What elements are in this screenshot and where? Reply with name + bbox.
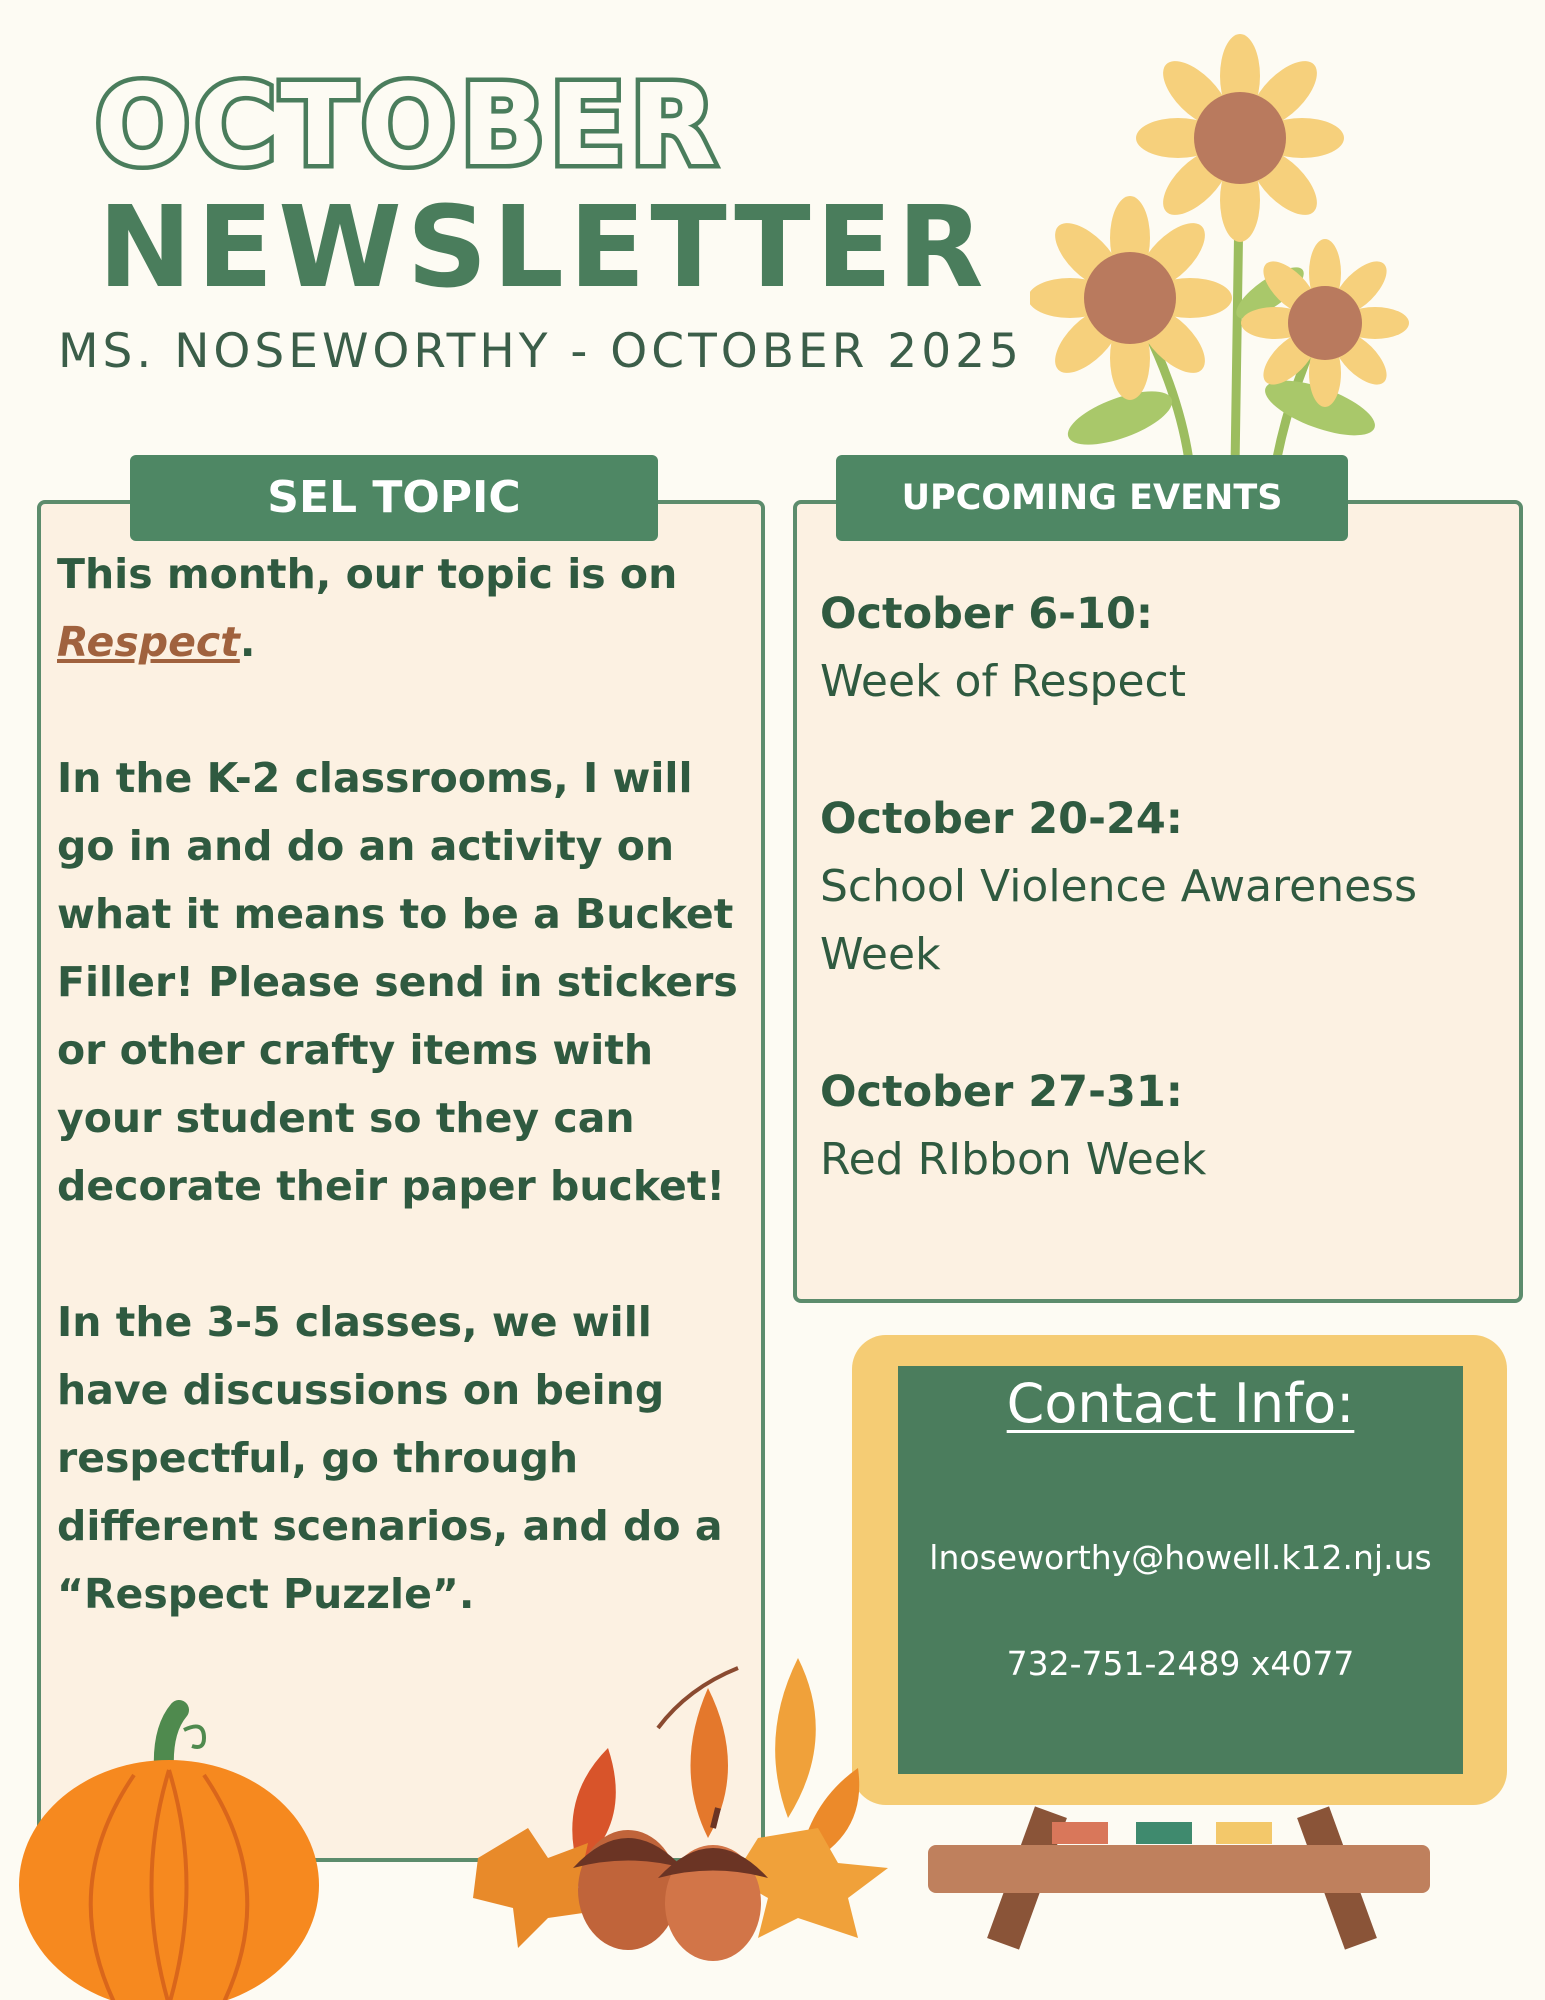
event-item bbox=[820, 785, 1520, 989]
title-october: OCTOBER bbox=[95, 61, 721, 191]
event-date: October 27-31: bbox=[820, 1067, 1183, 1117]
subtitle: MS. NOSEWORTHY - OCTOBER 2025 bbox=[58, 324, 1023, 379]
event-name: School Violence Awareness Week bbox=[820, 861, 1418, 980]
sel-topic-text bbox=[57, 540, 762, 1628]
sunflower-icon bbox=[1030, 28, 1410, 458]
event-name: Week of Respect bbox=[820, 656, 1186, 707]
respect-topic-link: Respect bbox=[57, 618, 240, 666]
event-item bbox=[820, 1058, 1520, 1194]
easel-tray bbox=[928, 1845, 1430, 1893]
sel-paragraph-3-5: In the 3-5 classes, we will have discussions on being respectful, go through different scenarios, and do a “Respect Puzzle”. bbox=[57, 1298, 723, 1618]
event-date: October 6-10: bbox=[820, 589, 1154, 639]
autumn-leaves-icon bbox=[458, 1628, 918, 1968]
contact-phone[interactable]: 732-751-2489 x4077 bbox=[1006, 1644, 1355, 1683]
sel-intro-suffix: . bbox=[239, 618, 256, 666]
sel-intro-prefix: This month, our topic is on bbox=[57, 550, 678, 598]
event-name: Red RIbbon Week bbox=[820, 1134, 1207, 1185]
event-date: October 20-24: bbox=[820, 794, 1183, 844]
upcoming-events-tab: UPCOMING EVENTS bbox=[836, 455, 1348, 541]
title-newsletter: NEWSLETTER bbox=[98, 183, 989, 313]
sel-paragraph-k2: In the K-2 classrooms, I will go in and do an activity on what it means to be a Bucket Filler! Please send in stickers or other crafty items with your student so they can decorate their paper bucket! bbox=[57, 754, 738, 1210]
contact-email[interactable]: lnoseworthy@howell.k12.nj.us bbox=[929, 1538, 1432, 1577]
chalk-piece bbox=[1136, 1822, 1192, 1844]
contact-title: Contact Info: bbox=[1006, 1372, 1355, 1435]
sel-topic-tab: SEL TOPIC bbox=[130, 455, 658, 541]
event-item bbox=[820, 580, 1520, 716]
sel-intro bbox=[57, 540, 762, 676]
pumpkin-icon bbox=[14, 1690, 324, 2000]
chalk-piece bbox=[1052, 1822, 1108, 1844]
chalk-piece bbox=[1216, 1822, 1272, 1844]
